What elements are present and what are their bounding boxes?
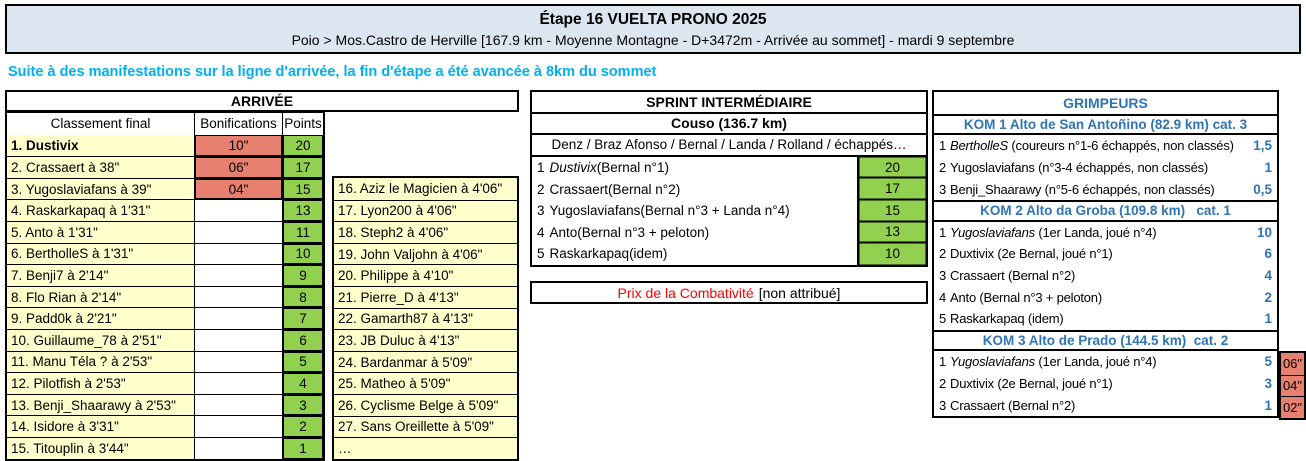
table-row [934,157,1277,179]
points-cell[interactable]: 3 [283,395,323,416]
competitor-name: Yugoslaviafans [950,354,1035,370]
points-cell[interactable]: 2 [1264,289,1272,305]
table-row [7,437,323,459]
competitor-cell[interactable] [937,178,1253,200]
rank-label: 3 [939,268,947,284]
list-item[interactable]: 16. Aziz le Magicien à 4'06" [338,181,503,197]
rank-label: 2 [939,376,947,392]
rank-label: 5 [939,311,947,327]
list-item[interactable]: 20. Philippe à 4'10" [334,264,517,286]
rank-label: 2 [939,160,947,176]
points-cell[interactable]: 1,5 [1253,138,1272,154]
rank-label: 3 [939,181,947,197]
rank-name-cell[interactable]: 12. Pilotfish à 2'53" [7,373,195,394]
list-item[interactable]: 27. Sans Oreillette à 5'09" [334,416,517,438]
rank-label: 3 [939,397,947,413]
table-row [934,135,1277,157]
detail-label: (1er Landa, joué n°4) [1034,224,1157,240]
points-cell[interactable]: 15 [283,179,323,200]
rank-label: 2 [537,181,545,197]
points-cell[interactable]: 9 [283,265,323,286]
competitor-cell[interactable] [532,243,857,265]
competitor-name: Yugoslaviafans [950,160,1035,176]
list-item[interactable]: 23. JB Duluc à 4'13" [334,329,517,351]
detail-label: (Bernal n°3 + Landa n°4) [640,203,790,219]
competitor-name: BertholleS [950,138,1009,154]
rank-name-cell[interactable]: 8. Flo Rian à 2'14" [7,287,195,308]
competitor-name: Crassaert [549,181,609,197]
arrivee-table [5,111,325,461]
points-cell[interactable]: 3 [1264,376,1272,392]
list-item[interactable]: … [334,437,517,459]
bonification-cell[interactable]: 06" [1282,356,1303,372]
bonification-cell[interactable] [195,416,283,437]
rank-name-cell[interactable]: 6. BertholleS à 1'31" [7,244,195,265]
rank-label: 1 [537,160,545,176]
competitor-cell[interactable] [532,222,857,244]
kom-header[interactable]: KOM 3 Alto de Prado (144.5 km) cat. 2 [934,330,1277,352]
competitor-name: Dustivix [549,160,597,176]
table-row [7,329,323,351]
competitor-name: Benji_Shaarawy [950,181,1042,197]
points-cell[interactable]: 1 [1264,397,1272,413]
sprint-title-bar[interactable]: SPRINT INTERMÉDIAIRE [532,92,926,114]
column-header-classement[interactable]: Classement final [7,113,195,135]
rank-name-cell[interactable]: 3. Yugoslaviafans à 39" [7,179,195,200]
detail-label: (Bernal n°3 + peloton) [577,224,710,240]
grimpeurs-title-bar[interactable]: GRIMPEURS [1063,94,1148,111]
points-cell[interactable]: 4 [1264,268,1272,284]
points-cell[interactable]: 5 [283,352,323,373]
points-cell[interactable]: 1 [1264,160,1272,176]
table-row [532,222,926,244]
list-item[interactable]: 22. Gamarth87 à 4'13" [334,308,517,330]
points-cell[interactable]: 17 [283,157,323,178]
competitor-name: Yugoslaviafans [950,224,1035,240]
points-cell[interactable]: 10 [283,244,323,265]
detail-label: (2e Bernal, joué n°1) [993,246,1113,262]
rank-name-cell[interactable]: 14. Isidore à 3'31" [7,416,195,437]
bonification-cell[interactable] [195,330,283,351]
table-row [7,415,323,437]
bonification-cell[interactable] [195,244,283,265]
detail-label: (Bernal n°1) [596,160,669,176]
sprint-table [530,90,928,267]
table-row [532,243,926,265]
table-row [532,200,926,222]
detail-label: (Bernal n°2) [1004,268,1076,284]
stage-title: Étape 16 VUELTA PRONO 2025 [539,10,767,28]
rank-name-cell[interactable]: 10. Guillaume_78 à 2'51" [7,330,195,351]
table-row [7,351,323,373]
rank-name-cell[interactable]: 4. Raskarkapaq à 1'31" [7,200,195,221]
list-item[interactable]: 26. Cyclisme Belge à 5'09" [334,394,517,416]
rank-label: 4 [537,224,545,240]
kom-header[interactable]: KOM 1 Alto de San Antoñino (82.9 km) cat. 3 [934,114,1277,136]
table-row [532,157,926,179]
table-row [7,135,323,157]
points-cell[interactable]: 20 [857,157,926,179]
points-cell[interactable]: 8 [283,287,323,308]
table-row [532,178,926,200]
combativite-bar[interactable] [530,281,928,304]
points-cell[interactable]: 11 [283,222,323,243]
points-cell[interactable]: 4 [283,373,323,394]
kom-header[interactable]: KOM 2 Alto da Groba (109.8 km) cat. 1 [934,200,1277,222]
table-row [7,199,323,221]
points-cell[interactable]: 0,5 [1253,181,1272,197]
competitor-cell[interactable] [937,265,1264,287]
column-header-points[interactable]: Points [283,113,323,135]
detail-label: (idem) [629,246,668,262]
bonification-cell[interactable]: 04" [195,179,283,200]
points-cell[interactable]: 2 [283,416,323,437]
competitor-name: Anto [950,289,976,305]
list-item[interactable]: 21. Pierre_D à 4'13" [334,286,517,308]
competitor-cell[interactable] [937,351,1264,373]
detail-label: (1er Landa, joué n°4) [1034,354,1157,370]
competitor-name: Duxtivix [950,246,994,262]
table-row [934,178,1277,200]
table-row [7,221,323,243]
competitor-name: Yugoslaviafans [549,203,641,219]
detail-label: (Bernal n°3 + peloton) [975,289,1102,305]
competitor-cell[interactable] [937,286,1264,308]
detail-label: (n°3-4 échappés, non classés) [1034,160,1209,176]
points-cell[interactable]: 13 [283,200,323,221]
competitor-name: Raskarkapaq [549,246,630,262]
rank-label: 3 [537,203,545,219]
bonification-cell[interactable] [195,265,283,286]
list-item[interactable]: 24. Bardanmar à 5'09" [334,351,517,373]
points-cell[interactable]: 10 [1256,224,1272,240]
table-row [934,394,1277,416]
points-cell[interactable]: 15 [857,200,926,222]
points-cell[interactable]: 17 [857,178,926,200]
table-row [7,372,323,394]
breakaway-list[interactable]: Denz / Braz Afonso / Bernal / Landa / Rolland / échappés… [532,135,926,157]
arrivee-title-bar[interactable]: ARRIVÉE [5,90,519,112]
rank-name-cell[interactable]: 9. Padd0k à 2'21" [7,308,195,329]
points-cell[interactable]: 13 [857,222,926,244]
rank-name-cell[interactable]: 15. Titouplin à 3'44" [7,438,195,459]
competitor-cell[interactable] [532,157,857,179]
bonification-cell[interactable] [195,438,283,459]
table-row [7,286,323,308]
rank-label: 1 [939,138,947,154]
list-item[interactable]: 25. Matheo à 5'09" [334,372,517,394]
column-header-bonifications[interactable]: Bonifications [195,113,283,135]
detail-label: (Bernal n°2) [608,181,681,197]
competitor-cell[interactable] [937,373,1264,395]
combativite-status: [non attribué] [758,284,841,301]
competitor-cell[interactable] [532,178,857,200]
list-item[interactable]: 17. Lyon200 à 4'06" [334,200,517,222]
rank-name-cell[interactable]: 2. Crassaert à 38" [7,157,195,178]
table-row [7,156,323,178]
competitor-cell[interactable] [937,308,1264,330]
bonification-cell[interactable] [195,222,283,243]
table-row [934,373,1277,395]
sprint-location[interactable]: Couso (136.7 km) [532,114,926,136]
kom3-bonus-column [1279,351,1306,420]
rank-label: 1 [939,354,947,370]
table-row [7,307,323,329]
competitor-name: Crassaert [950,268,1005,284]
competitor-cell[interactable] [532,200,857,222]
stage-subtitle: Poio > Mos.Castro de Herville [167.9 km - Moyenne Montagne - D+3472m - Arrivée au sommet] - mardi 9 septembre [291,31,1015,48]
rank-name-cell[interactable]: 1. Dustivix [7,135,195,157]
rank-label: 2 [939,246,947,262]
points-cell[interactable]: 1 [1264,311,1272,327]
table-row [934,265,1277,287]
list-item[interactable]: 19. John Valjohn à 4'06" [334,243,517,265]
rank-label: 4 [939,289,947,305]
arrivee-overflow-list [332,176,519,461]
table-row [7,394,323,416]
points-cell[interactable]: 1 [283,438,323,459]
rank-name-cell[interactable]: 5. Anto à 1'31" [7,222,195,243]
arrivee-header-row [7,113,323,135]
bonification-cell[interactable] [195,287,283,308]
detail-label: (Bernal n°2) [1004,397,1076,413]
bonification-cell[interactable]: 10" [195,135,283,157]
rank-name-cell[interactable]: 13. Benji_Shaarawy à 2'53" [7,395,195,416]
bonification-cell[interactable] [195,373,283,394]
detail-label: (2e Bernal, joué n°1) [993,376,1113,392]
grimpeurs-table [932,90,1279,418]
points-cell[interactable]: 7 [283,308,323,329]
bonification-cell[interactable] [195,352,283,373]
competitor-cell[interactable] [937,243,1264,265]
table-row [7,264,323,286]
points-cell[interactable]: 6 [1264,246,1272,262]
table-row [934,243,1277,265]
points-cell[interactable]: 20 [283,135,323,157]
stage-header-banner [5,4,1301,54]
detail-label: (coureurs n°1-6 échappés, non classés) [1008,138,1234,154]
bonification-cell[interactable]: 02" [1281,396,1304,418]
bonification-cell[interactable]: 04" [1281,375,1304,397]
competitor-cell[interactable] [937,157,1264,179]
competitor-name: Anto [549,224,578,240]
table-row [934,286,1277,308]
table-row [7,243,323,265]
list-item[interactable]: 18. Steph2 à 4'06" [334,221,517,243]
table-row [934,308,1277,330]
bonification-cell[interactable] [195,395,283,416]
rank-label: 1 [939,224,947,240]
bonification-cell[interactable] [195,308,283,329]
detail-label: (idem) [1024,311,1064,327]
competitor-cell[interactable] [937,135,1253,157]
rank-name-cell[interactable]: 11. Manu Téla ? à 2'53" [7,352,195,373]
points-cell[interactable]: 5 [1264,354,1272,370]
competitor-cell[interactable] [937,222,1257,244]
rank-name-cell[interactable]: 7. Benji7 à 2'14" [7,265,195,286]
points-cell[interactable]: 6 [283,330,323,351]
table-row [7,178,323,200]
combativite-label: Prix de la Combativité [617,284,754,301]
table-row [934,351,1277,373]
competitor-name: Crassaert [950,397,1005,413]
notice-text: Suite à des manifestations sur la ligne d'arrivée, la fin d'étape a été avancée à 8km du sommet [8,64,657,80]
rank-label: 5 [537,246,545,262]
competitor-cell[interactable] [937,394,1264,416]
competitor-name: Duxtivix [950,376,994,392]
bonification-cell[interactable] [195,200,283,221]
detail-label: (n°5-6 échappés, non classés) [1041,181,1215,197]
table-row [934,222,1277,244]
bonification-cell[interactable]: 06" [195,157,283,178]
points-cell[interactable]: 10 [857,243,926,265]
competitor-name: Raskarkapaq [950,311,1025,327]
